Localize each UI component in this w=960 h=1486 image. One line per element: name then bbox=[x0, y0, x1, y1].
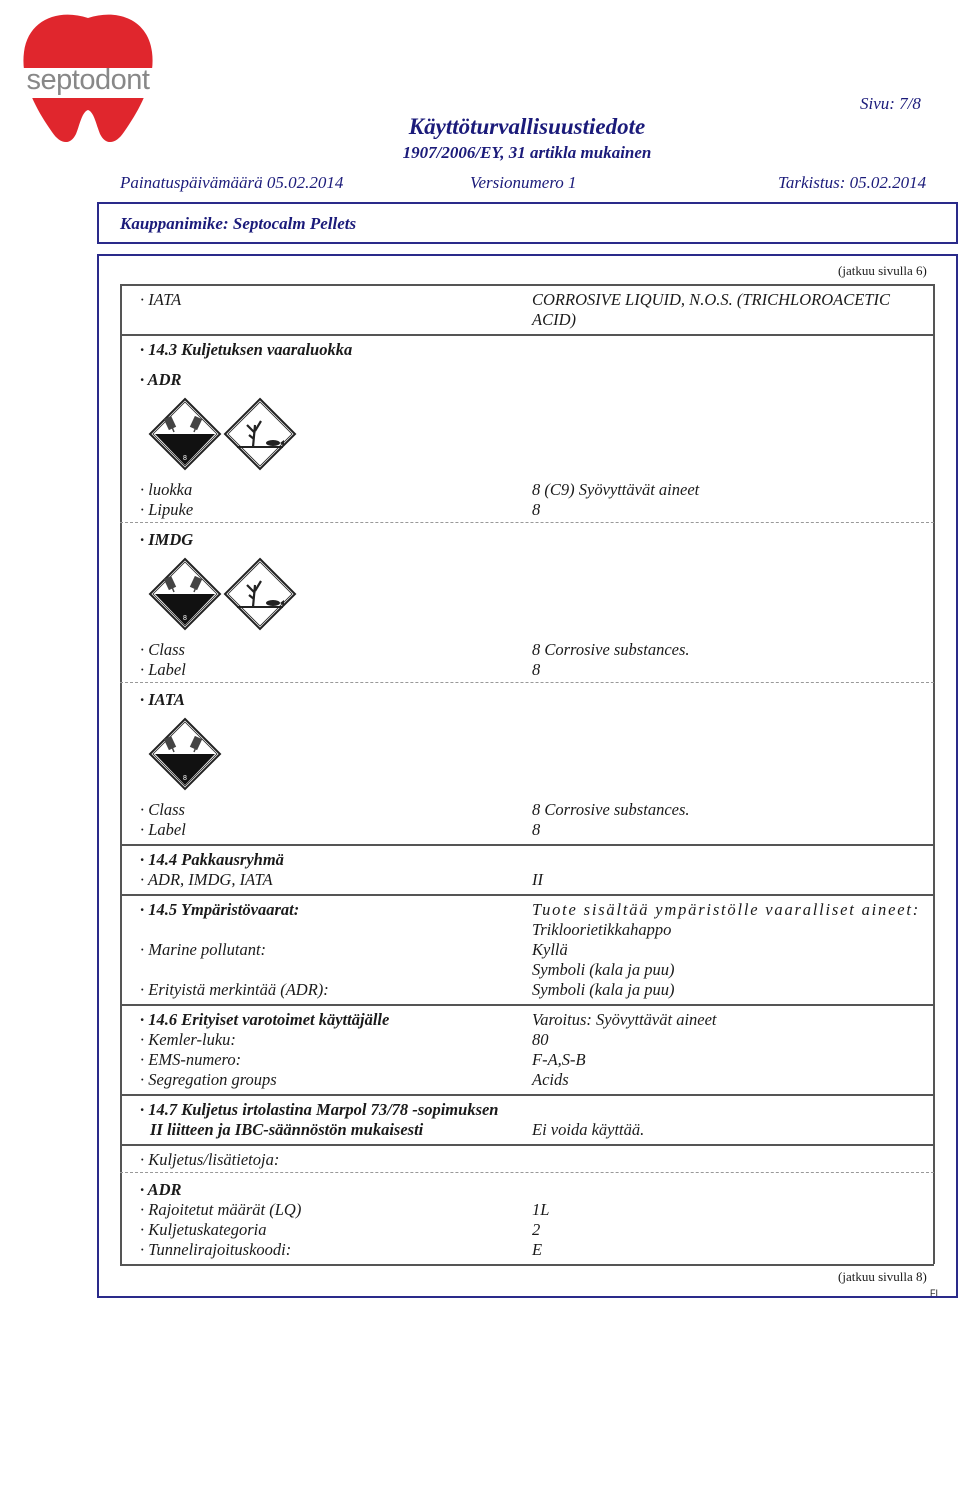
segregation-value: Acids bbox=[532, 1070, 569, 1089]
luokka-value: 8 (C9) Syövyttävät aineet bbox=[532, 480, 700, 499]
trade-name: Kauppanimike: Septocalm Pellets bbox=[120, 214, 357, 233]
segregation-label: · Segregation groups bbox=[140, 1070, 277, 1089]
corrosive-icon bbox=[148, 397, 222, 476]
revision-date: Tarkistus: 05.02.2014 bbox=[778, 173, 927, 192]
corrosive-icon-number: 8 bbox=[183, 775, 187, 782]
section-14-5-value-2: Trikloorietikkahappo bbox=[532, 920, 672, 939]
section-14-4: · 14.4 Pakkausryhmä bbox=[140, 850, 284, 869]
corrosive-icon bbox=[148, 717, 222, 796]
marine-pollutant-value-1: Kyllä bbox=[532, 940, 568, 959]
section-14-5-value-1: Tuote sisältää ympäristölle vaaralliset aineet: bbox=[532, 900, 920, 919]
luokka-label: · luokka bbox=[140, 480, 193, 499]
environment-hazard-icon bbox=[223, 397, 297, 476]
corrosive-icon-number: 8 bbox=[183, 615, 187, 622]
lq-label: · Rajoitetut määrät (LQ) bbox=[140, 1200, 302, 1219]
adr-heading-2: · ADR bbox=[140, 1180, 182, 1199]
kuljetus-lisatietoja: · Kuljetus/lisätietoja: bbox=[140, 1150, 280, 1169]
iata-label-value: 8 bbox=[532, 820, 541, 839]
lipuke-value: 8 bbox=[532, 500, 541, 519]
section-14-6-value: Varoitus: Syövyttävät aineet bbox=[532, 1010, 717, 1029]
kemler-label: · Kemler-luku: bbox=[140, 1030, 236, 1049]
imdg-class-label: · Class bbox=[140, 640, 185, 659]
marine-pollutant-label: · Marine pollutant: bbox=[140, 940, 267, 959]
iata-name-value-1: CORROSIVE LIQUID, N.O.S. (TRICHLOROACETIC bbox=[532, 290, 890, 309]
page-number: Sivu: 7/8 bbox=[860, 94, 921, 113]
imdg-class-value: 8 Corrosive substances. bbox=[532, 640, 690, 659]
document-subtitle: 1907/2006/EY, 31 artikla mukainen bbox=[402, 143, 652, 162]
section-14-5-label: · 14.5 Ympäristövaarat: bbox=[140, 900, 300, 919]
continued-from: (jatkuu sivulla 6) bbox=[838, 263, 927, 278]
packing-group-value: II bbox=[532, 870, 543, 889]
print-date: Painatuspäivämäärä 05.02.2014 bbox=[120, 173, 344, 192]
tunneli-label: · Tunnelirajoituskoodi: bbox=[140, 1240, 292, 1259]
lq-value: 1L bbox=[532, 1200, 550, 1219]
erityista-label: · Erityistä merkintää (ADR): bbox=[140, 980, 329, 999]
section-14-7-label-2: II liitteen ja IBC-säännöstön mukaisesti bbox=[150, 1120, 424, 1139]
document-title: Käyttöturvallisuustiedote bbox=[408, 114, 646, 139]
kuljetuskategoria-label: · Kuljetuskategoria bbox=[140, 1220, 267, 1239]
iata-heading: · IATA bbox=[140, 690, 185, 709]
trade-name-box bbox=[97, 202, 958, 244]
logo-text: septodont bbox=[26, 64, 150, 96]
section-14-7-value: Ei voida käyttää. bbox=[532, 1120, 645, 1139]
iata-class-value: 8 Corrosive substances. bbox=[532, 800, 690, 819]
iata-name-value-2: ACID) bbox=[532, 310, 576, 329]
lipuke-label: · Lipuke bbox=[140, 500, 194, 519]
marine-pollutant-value-2: Symboli (kala ja puu) bbox=[532, 960, 675, 979]
section-14-7-label-1: · 14.7 Kuljetus irtolastina Marpol 73/78 -sopimuksen bbox=[140, 1100, 499, 1119]
iata-class-label: · Class bbox=[140, 800, 185, 819]
imdg-label-value: 8 bbox=[532, 660, 541, 679]
environment-hazard-icon bbox=[223, 557, 297, 636]
kuljetuskategoria-value: 2 bbox=[532, 1220, 541, 1239]
imdg-heading: · IMDG bbox=[140, 530, 194, 549]
version-number: Versionumero 1 bbox=[470, 173, 577, 192]
ems-label: · EMS-numero: bbox=[140, 1050, 242, 1069]
iata-name-label: · IATA bbox=[140, 290, 182, 309]
kemler-value: 80 bbox=[532, 1030, 549, 1049]
packing-group-label: · ADR, IMDG, IATA bbox=[140, 870, 273, 889]
imdg-label-label: · Label bbox=[140, 660, 186, 679]
iata-label-label: · Label bbox=[140, 820, 186, 839]
section-14-3: · 14.3 Kuljetuksen vaaraluokka bbox=[140, 340, 353, 359]
corrosive-icon bbox=[148, 557, 222, 636]
tunneli-value: E bbox=[532, 1240, 543, 1259]
adr-heading: · ADR bbox=[140, 370, 182, 389]
erityista-value: Symboli (kala ja puu) bbox=[532, 980, 675, 999]
corrosive-icon-number: 8 bbox=[183, 455, 187, 462]
continued-to: (jatkuu sivulla 8) bbox=[838, 1269, 927, 1284]
language-code: FI bbox=[930, 1288, 938, 1298]
section-14-6-label: · 14.6 Erityiset varotoimet käyttäjälle bbox=[140, 1010, 390, 1029]
ems-value: F-A,S-B bbox=[532, 1050, 586, 1069]
